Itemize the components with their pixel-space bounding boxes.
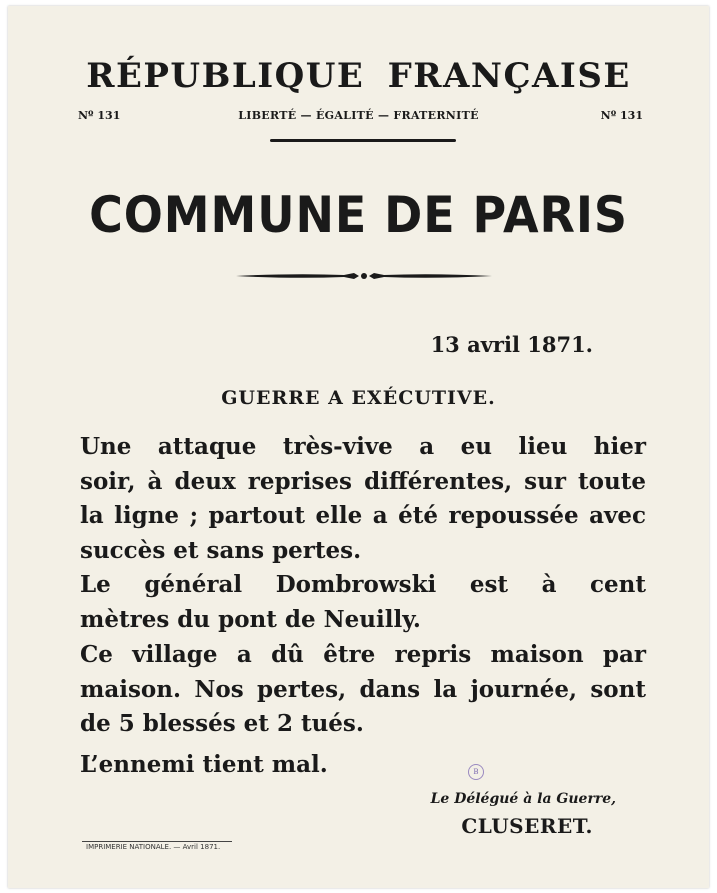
signature-name: CLUSERET. [461, 814, 593, 838]
motto: LIBERTÉ — ÉGALITÉ — FRATERNITÉ [238, 109, 479, 122]
paragraph-1 [80, 430, 646, 568]
text-line: succès et sans pertes. [80, 536, 362, 564]
poster-number-left: Nº 131 [78, 109, 121, 122]
imprint-rule [82, 841, 232, 842]
top-rule [270, 139, 456, 142]
text-line: Le général Dombrowski est à cent [80, 571, 646, 598]
text-line: Une attaque très-vive a eu lieu hier [80, 433, 646, 460]
text-line: soir, à deux reprises différentes, sur toute [80, 467, 646, 495]
poster-number-right: Nº 131 [600, 109, 643, 122]
date: 13 avril 1871. [430, 332, 593, 357]
library-stamp-icon: B [468, 764, 484, 780]
paragraph-3 [80, 638, 646, 742]
paragraph-4 [80, 748, 646, 783]
text-line: maison. Nos pertes, dans la journée, sont [80, 675, 646, 703]
republic-title: RÉPUBLIQUE FRANÇAISE [86, 56, 631, 96]
paragraph-2 [80, 568, 646, 637]
poster [8, 6, 709, 888]
signature-title: Le Délégué à la Guerre, [430, 791, 616, 807]
headline: GUERRE A EXÉCUTIVE. [221, 387, 496, 409]
printer-imprint: IMPRIMERIE NATIONALE. — Avril 1871. [86, 843, 221, 851]
text-line: la ligne ; partout elle a été repoussée avec [80, 502, 646, 529]
text-line: mètres du pont de Neuilly. [80, 605, 421, 633]
text-line: Ce village a dû être repris maison par [80, 641, 646, 668]
text-line: de 5 blessés et 2 tués. [80, 710, 364, 737]
text-line: L’ennemi tient mal. [80, 751, 328, 778]
ornament-divider [234, 270, 494, 282]
commune-heading: COMMUNE DE PARIS [89, 186, 628, 244]
